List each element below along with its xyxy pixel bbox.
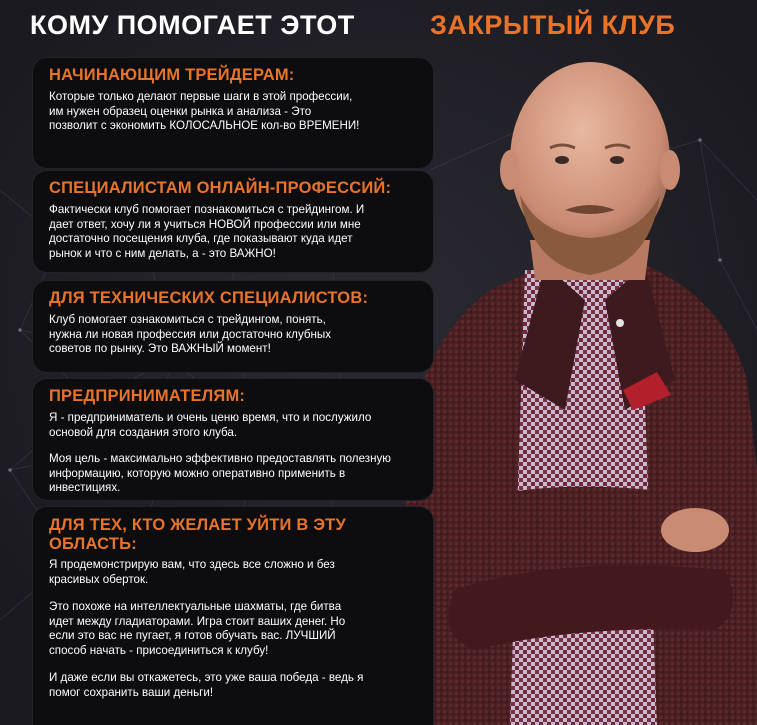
card-text: Клуб помогает ознакомиться с трейдингом, понять, нужна ли новая профессия или достаточно клубных советов по рынку. Это ВАЖНЫЙ момент! [49,313,332,355]
card-heading: ДЛЯ ТЕХ, КТО ЖЕЛАЕТ УЙТИ В ЭТУ ОБЛАСТЬ: [49,516,346,553]
card-heading: СПЕЦИАЛИСТАМ ОНЛАЙН-ПРОФЕССИЙ: [49,179,392,197]
card-heading: ДЛЯ ТЕХНИЧЕСКИХ СПЕЦИАЛИСТОВ: [49,289,369,307]
page-title-accent: ЗАКРЫТЫЙ КЛУБ [430,10,676,40]
card-text: Я продемонстрирую вам, что здесь все сложно и без красивых оберток. [49,558,335,586]
card-text: Моя цель - максимально эффективно предоставлять полезную информацию, которую можно оперативно применить в инвестициях. [49,452,391,494]
card-text: Я - предприниматель и очень ценю время, что и послужило основой для создания этого клуба. [49,411,372,439]
card-online-specialists [33,171,433,272]
card-heading: НАЧИНАЮЩИМ ТРЕЙДЕРАМ: [49,66,295,84]
card-technical-specialists [33,281,433,372]
card-entrepreneurs [33,379,433,500]
speaker-photo [395,50,757,725]
card-heading: ПРЕДПРИНИМАТЕЛЯМ: [49,387,246,405]
card-text: Фактически клуб помогает познакомиться с трейдингом. И дает ответ, хочу ли я учиться НОВОЙ профессии или мне достаточно посещения клуба, где показывают куда идет рынок и что с ним делать, а - это ВАЖНО! [49,203,365,260]
card-text: Которые только делают первые шаги в этой профессии, им нужен образец оценки рынка и анализа - Это позволит с экономить КОЛОСАЛЬНОЕ кол-во ВРЕМЕНИ! [49,90,360,132]
page-title: КОМУ ПОМОГАЕТ ЭТОТ [30,10,355,40]
card-career-changers [33,507,433,725]
card-beginner-traders [33,58,433,168]
card-text: Это похоже на интеллектуальные шахматы, где битва идет между гладиаторами. Игра стоит ваших денег. Но если это вас не пугает, я готов обучать вас. ЛУЧШИЙ способ начать - присоединиться к клубу! [49,600,346,657]
card-text: И даже если вы откажетесь, это уже ваша победа - ведь я помог сохранить ваши деньги! [49,671,364,699]
